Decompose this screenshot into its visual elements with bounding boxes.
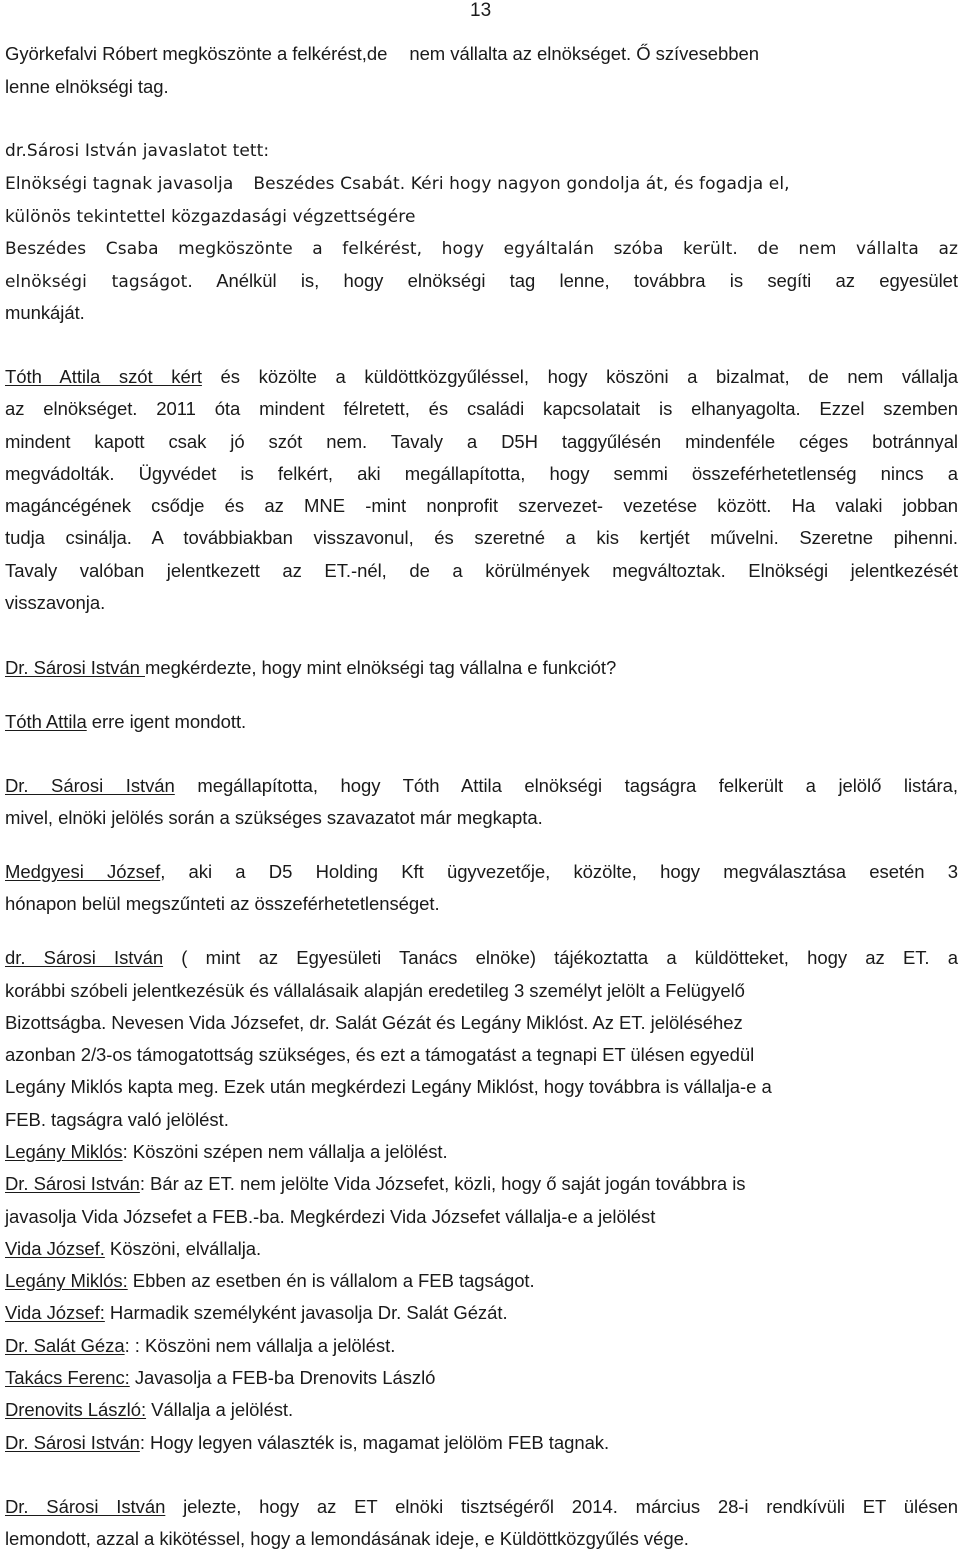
text-segment: : Bár az ET. nem jelölte Vida Józsefet, közli, hogy ő saját jogán továbbra is bbox=[139, 1173, 746, 1194]
text-line bbox=[5, 43, 958, 65]
speaker-name: Dr. Sárosi István bbox=[5, 775, 175, 796]
text-segment: Harmadik személyként javasolja Dr. Salát Gézát. bbox=[104, 1302, 508, 1323]
text-segment: : Köszöni szépen nem vállalja a jelölést. bbox=[122, 1141, 448, 1162]
speaker-name: Legány Miklós: bbox=[5, 1270, 128, 1291]
text-line: az elnökséget. 2011 óta mindent félretett, és családi kapcsolatait is elhanyagolta. Ezzel szemben bbox=[5, 398, 958, 419]
text-segment: Beszédes Csabát. Kéri hogy nagyon gondolja át, és fogadja el, bbox=[253, 174, 790, 194]
text-line: Legány Miklós kapta meg. Ezek után megkérdezi Legány Miklóst, hogy továbbra is vállalja-e a bbox=[5, 1076, 772, 1097]
text-line: különös tekintettel közgazdasági végzettségére bbox=[5, 207, 416, 227]
speaker-name: Medgyesi József bbox=[5, 861, 161, 882]
page-number: 13 bbox=[470, 0, 492, 21]
text-line: mindent kapott csak jó szót nem. Tavaly a D5H taggyűlésén mindenféle céges botránnyal bbox=[5, 431, 958, 452]
text-line bbox=[5, 1270, 958, 1292]
text-line bbox=[5, 1141, 958, 1163]
text-line: munkáját. bbox=[5, 302, 85, 323]
text-line: Tavaly valóban jelentkezett az ET.-nél, de a körülmények megváltoztak. Elnökségi jelentkezését bbox=[5, 560, 958, 581]
speaker-name: Tóth Attila bbox=[5, 711, 87, 732]
speaker-name: Dr. Salát Géza bbox=[5, 1335, 125, 1356]
text-line: visszavonja. bbox=[5, 592, 106, 613]
text-segment: : Hogy legyen választék is, magamat jelölöm FEB tagnak. bbox=[139, 1432, 610, 1453]
text-line: hónapon belül megszűnteti az összeférhetetlenséget. bbox=[5, 893, 440, 914]
text-line bbox=[5, 1399, 958, 1421]
speaker-name: Vida József: bbox=[5, 1302, 105, 1323]
text-line bbox=[5, 711, 958, 733]
text-line bbox=[5, 173, 958, 195]
text-line: tudja csinálja. A továbbiakban visszavonul, és szeretné a kis kertjét művelni. Szeretne pihenni. bbox=[5, 527, 958, 548]
text-segment: erre igent mondott. bbox=[86, 711, 247, 732]
speaker-name: Dr. Sárosi István bbox=[5, 1496, 166, 1517]
text-segment: Javasolja a FEB-ba Drenovits László bbox=[129, 1367, 436, 1388]
text-line: lenne elnökségi tag. bbox=[5, 76, 169, 97]
text-segment: : : Köszöni nem vállalja a jelölést. bbox=[124, 1335, 396, 1356]
text-segment: jelezte, hogy az ET elnöki tisztségéről 2014. március 28-i rendkívüli ET ülésen bbox=[165, 1496, 958, 1517]
speaker-name: Legány Miklós bbox=[5, 1141, 123, 1162]
text-line bbox=[5, 1302, 958, 1324]
text-line: lemondott, azzal a kikötéssel, hogy a lemondásának ideje, e Küldöttközgyűlés vége. bbox=[5, 1528, 689, 1549]
text-line bbox=[5, 1335, 958, 1357]
speaker-name: Tóth Attila szót kért bbox=[5, 366, 202, 387]
text-line bbox=[5, 775, 958, 797]
speaker-name: Dr. Sárosi István bbox=[5, 1432, 140, 1453]
text-line: megvádolták. Ügyvédet is felkért, aki megállapította, hogy semmi összeférhetetlenség nincs a bbox=[5, 463, 958, 484]
text-segment: nem vállalta az elnökséget. Ő szívesebben bbox=[409, 43, 759, 64]
text-line bbox=[5, 657, 958, 679]
text-segment: elnökségi tagságot. bbox=[5, 272, 193, 292]
text-line: FEB. tagságra való jelölést. bbox=[5, 1109, 229, 1130]
text-line bbox=[5, 270, 958, 293]
text-segment: Györkefalvi Róbert megköszönte a felkérést,de bbox=[5, 43, 388, 64]
text-segment: Vállalja a jelölést. bbox=[146, 1399, 294, 1420]
text-line bbox=[5, 1238, 958, 1260]
text-segment: ( mint az Egyesületi Tanács elnöke) tájékoztatta a küldötteket, hogy az ET. a bbox=[163, 947, 958, 968]
text-segment: Elnökségi tagnak javasolja bbox=[5, 174, 234, 194]
speaker-name: Takács Ferenc: bbox=[5, 1367, 130, 1388]
text-line bbox=[5, 947, 958, 969]
text-line: Bizottságba. Nevesen Vida Józsefet, dr. Salát Gézát és Legány Miklóst. Az ET. jelöléséhez bbox=[5, 1012, 743, 1033]
text-line bbox=[5, 1496, 958, 1518]
speaker-name: Drenovits László: bbox=[5, 1399, 147, 1420]
text-line bbox=[5, 1367, 958, 1389]
text-line bbox=[5, 366, 958, 388]
text-line: magáncégének csődje és az MNE -mint nonprofit szervezet- vezetése között. Ha valaki jobban bbox=[5, 495, 958, 516]
speaker-name: Dr. Sárosi István bbox=[5, 1173, 140, 1194]
speaker-name: Vida József. bbox=[5, 1238, 105, 1259]
text-segment: és közölte a küldöttközgyűléssel, hogy köszöni a bizalmat, de nem vállalja bbox=[201, 366, 958, 387]
text-segment: megkérdezte, hogy mint elnökségi tag vállalna e funkciót? bbox=[144, 657, 617, 678]
text-line: mivel, elnöki jelölés során a szükséges szavazatot már megkapta. bbox=[5, 807, 543, 828]
text-line: Beszédes Csaba megköszönte a felkérést, hogy egyáltalán szóba került. de nem vállalta az bbox=[5, 239, 958, 259]
text-line bbox=[5, 861, 958, 883]
text-segment: Ebben az esetben én is vállalom a FEB tagságot. bbox=[127, 1270, 535, 1291]
text-line: javasolja Vida Józsefet a FEB.-ba. Megkérdezi Vida Józsefet vállalja-e a jelölést bbox=[5, 1206, 656, 1227]
text-line: korábbi szóbeli jelentkezésük és vállalásaik alapján eredetileg 3 személyt jelölt a Felügyelő bbox=[5, 980, 745, 1001]
text-line bbox=[5, 1173, 958, 1195]
speaker-name: Dr. Sárosi István bbox=[5, 657, 145, 678]
speaker-name: dr. Sárosi István bbox=[5, 947, 164, 968]
text-segment: , aki a D5 Holding Kft ügyvezetője, közölte, hogy megválasztása esetén 3 bbox=[160, 861, 958, 882]
text-segment: Köszöni, elvállalja. bbox=[104, 1238, 262, 1259]
text-segment: megállapította, hogy Tóth Attila elnökségi tagságra felkerült a jelölő listára, bbox=[174, 775, 958, 796]
text-line bbox=[5, 1432, 958, 1454]
text-segment: Anélkül is, hogy elnökségi tag lenne, továbbra is segíti az egyesület bbox=[216, 270, 958, 291]
text-line: dr.Sárosi István javaslatot tett: bbox=[5, 141, 270, 161]
text-line: azonban 2/3-os támogatottság szükséges, és ezt a támogatást a tegnapi ET ülésen egyedül bbox=[5, 1044, 755, 1065]
